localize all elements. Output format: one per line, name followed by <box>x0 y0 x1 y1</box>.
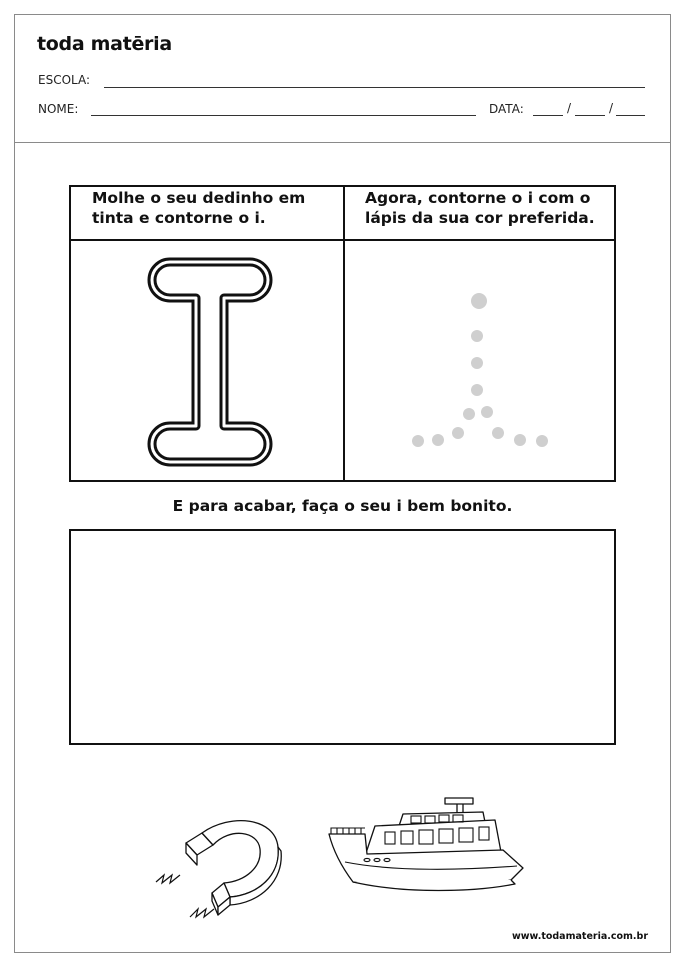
school-line[interactable] <box>104 87 645 88</box>
dotted-letter-i[interactable] <box>400 285 560 455</box>
name-label: NOME: <box>38 102 79 116</box>
date-separator: / <box>609 101 614 115</box>
date-day-line[interactable] <box>533 115 563 116</box>
date-year-line[interactable] <box>616 115 645 116</box>
right-instruction <box>365 188 595 228</box>
school-label: ESCOLA: <box>38 73 91 87</box>
yacht-icon <box>325 790 530 896</box>
brand-logo: toda matēria <box>37 33 172 55</box>
right-instruction-line: Agora, contorne o i com o <box>365 189 591 207</box>
left-instruction <box>92 188 305 228</box>
magnet-icon <box>150 805 290 925</box>
header-divider <box>14 142 671 143</box>
name-line[interactable] <box>91 115 476 116</box>
right-instruction-line: lápis da sua cor preferida. <box>365 209 595 227</box>
left-instruction-line: tinta e contorne o i. <box>92 209 266 227</box>
website-url[interactable]: www.todamateria.com.br <box>511 931 648 942</box>
date-label: DATA: <box>489 102 524 116</box>
left-instruction-line: Molhe o seu dedinho em <box>92 189 306 207</box>
date-month-line[interactable] <box>575 115 605 116</box>
outlined-letter-i[interactable] <box>140 252 280 472</box>
drawing-area[interactable] <box>69 529 616 745</box>
grid-vertical-divider <box>343 187 345 480</box>
closing-instruction: E para acabar, faça o seu i bem bonito. <box>172 497 513 515</box>
grid-horizontal-divider <box>71 239 614 241</box>
date-separator: / <box>567 101 572 115</box>
